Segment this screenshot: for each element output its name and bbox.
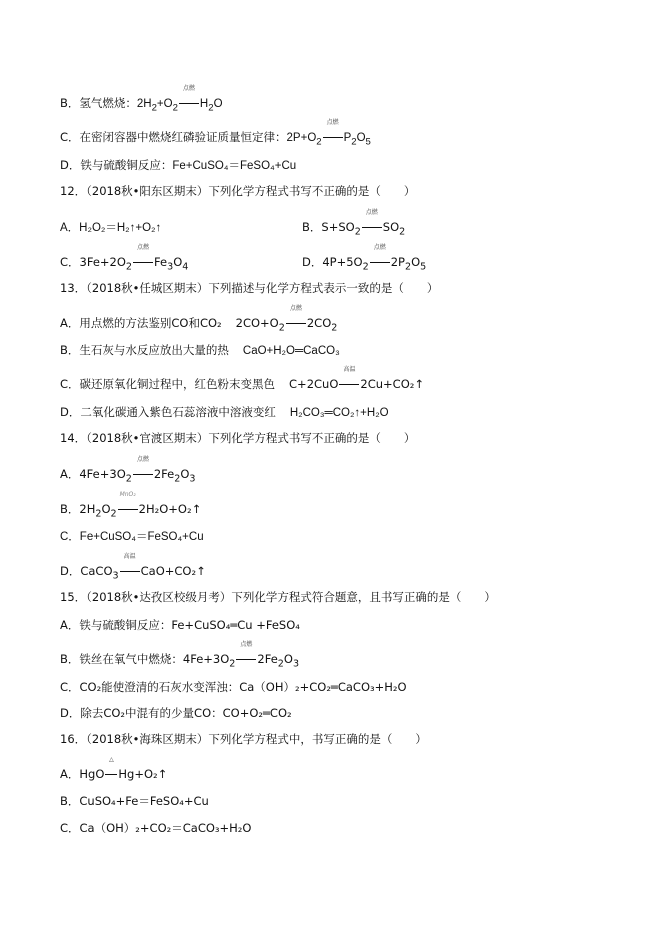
q14-option-d: D．CaCO$_3$ 高温 CaO+CO₂↑ bbox=[60, 553, 206, 582]
q12-option-d: D．$4P+5O_2$ 点燃 $2P_2O_5$ bbox=[302, 244, 427, 273]
q14-option-b: B．$2H_2O_2$ MnO₂ 2H₂O+O₂↑ bbox=[60, 491, 202, 520]
q13-option-b: B．生石灰与水反应放出大量的热 CaO+H₂O═CaCO₃ bbox=[60, 343, 340, 357]
question-13-title: 13．（2018秋•任城区期末）下列描述与化学方程式表示一致的是（ ） bbox=[60, 281, 439, 295]
q13-option-a: A．用点燃的方法鉴别CO和CO₂ $2CO+O_2$ 点燃 $2CO_2$ bbox=[60, 305, 338, 334]
question-14-title: 14．（2018秋•官渡区期末）下列化学方程式书写不正确的是（ ） bbox=[60, 431, 416, 445]
q15-option-b: B．铁丝在氧气中燃烧：$4Fe+3O_2$ 点燃 $2Fe_2O_3$ bbox=[60, 641, 300, 670]
q16-option-a: A．HgO △ Hg+O₂↑ bbox=[60, 756, 168, 781]
q11-option-d: D．铁与硫酸铜反应：Fe+CuSO₄＝FeSO₄+Cu bbox=[60, 158, 297, 172]
q11-option-b: B．氢气燃烧：$2H_2+O_2$ 点燃 $H_2O$ bbox=[60, 85, 223, 114]
q12-option-c: C．$3Fe+2O_2$ 点燃 $Fe_3O_4$ bbox=[60, 244, 189, 273]
q15-option-d: D．除去CO₂中混有的少量CO：CO+O₂═CO₂ bbox=[60, 706, 292, 720]
q16-option-c: C．Ca（OH）₂+CO₂＝CaCO₃+H₂O bbox=[60, 821, 252, 835]
question-12-title: 12．（2018秋•阳东区期末）下列化学方程式书写不正确的是（ ） bbox=[60, 184, 416, 198]
condition-arrow: 高温 bbox=[338, 377, 360, 391]
q16-option-b: B．CuSO₄+Fe＝FeSO₄+Cu bbox=[60, 794, 209, 808]
q12-option-a: A．H₂O₂＝H₂↑+O₂↑ bbox=[60, 222, 162, 234]
q14-option-c: C．Fe+CuSO₄＝FeSO₄+Cu bbox=[60, 531, 204, 543]
condition-arrow: 点燃 bbox=[132, 255, 154, 269]
q12-option-b: B．$S+SO_2$ 点燃 $SO_2$ bbox=[302, 209, 406, 238]
q11-option-c: C．在密闭容器中燃烧红磷验证质量恒定律：$2P+O_2$ 点燃 $P_2O_5$ bbox=[60, 119, 371, 148]
q13-option-d: D．二氧化碳通入紫色石蕊溶液中溶液变红 H₂CO₃═CO₂↑+H₂O bbox=[60, 405, 389, 419]
condition-arrow: △ bbox=[104, 767, 118, 781]
condition-arrow: 点燃 bbox=[361, 220, 383, 234]
q15-option-a: A．铁与硫酸铜反应：Fe+CuSO₄═Cu +FeSO₄ bbox=[60, 618, 300, 632]
condition-arrow: 点燃 bbox=[235, 652, 257, 666]
condition-arrow: 点燃 bbox=[178, 96, 200, 110]
question-16-title: 16．（2018秋•海珠区期末）下列化学方程式中，书写正确的是（ ） bbox=[60, 732, 427, 746]
condition-arrow: MnO₂ bbox=[117, 502, 139, 516]
q14-option-a: A．$4Fe+3O_2$ 点燃 $2Fe_2O_3$ bbox=[60, 456, 196, 485]
condition-arrow: 高温 bbox=[119, 564, 141, 578]
condition-arrow: 点燃 bbox=[285, 316, 307, 330]
condition-arrow: 点燃 bbox=[322, 130, 344, 144]
q13-option-c: C．碳还原氧化铜过程中，红色粉末变黑色 C+2CuO 高温 2Cu+CO₂↑ bbox=[60, 366, 424, 391]
condition-arrow: 点燃 bbox=[132, 467, 154, 481]
q15-option-c: C．CO₂能使澄清的石灰水变浑浊：Ca（OH）₂+CO₂═CaCO₃+H₂O bbox=[60, 680, 407, 694]
condition-arrow: 点燃 bbox=[369, 255, 391, 269]
question-15-title: 15．（2018秋•达孜区校级月考）下列化学方程式符合题意，且书写正确的是（ ） bbox=[60, 590, 496, 604]
